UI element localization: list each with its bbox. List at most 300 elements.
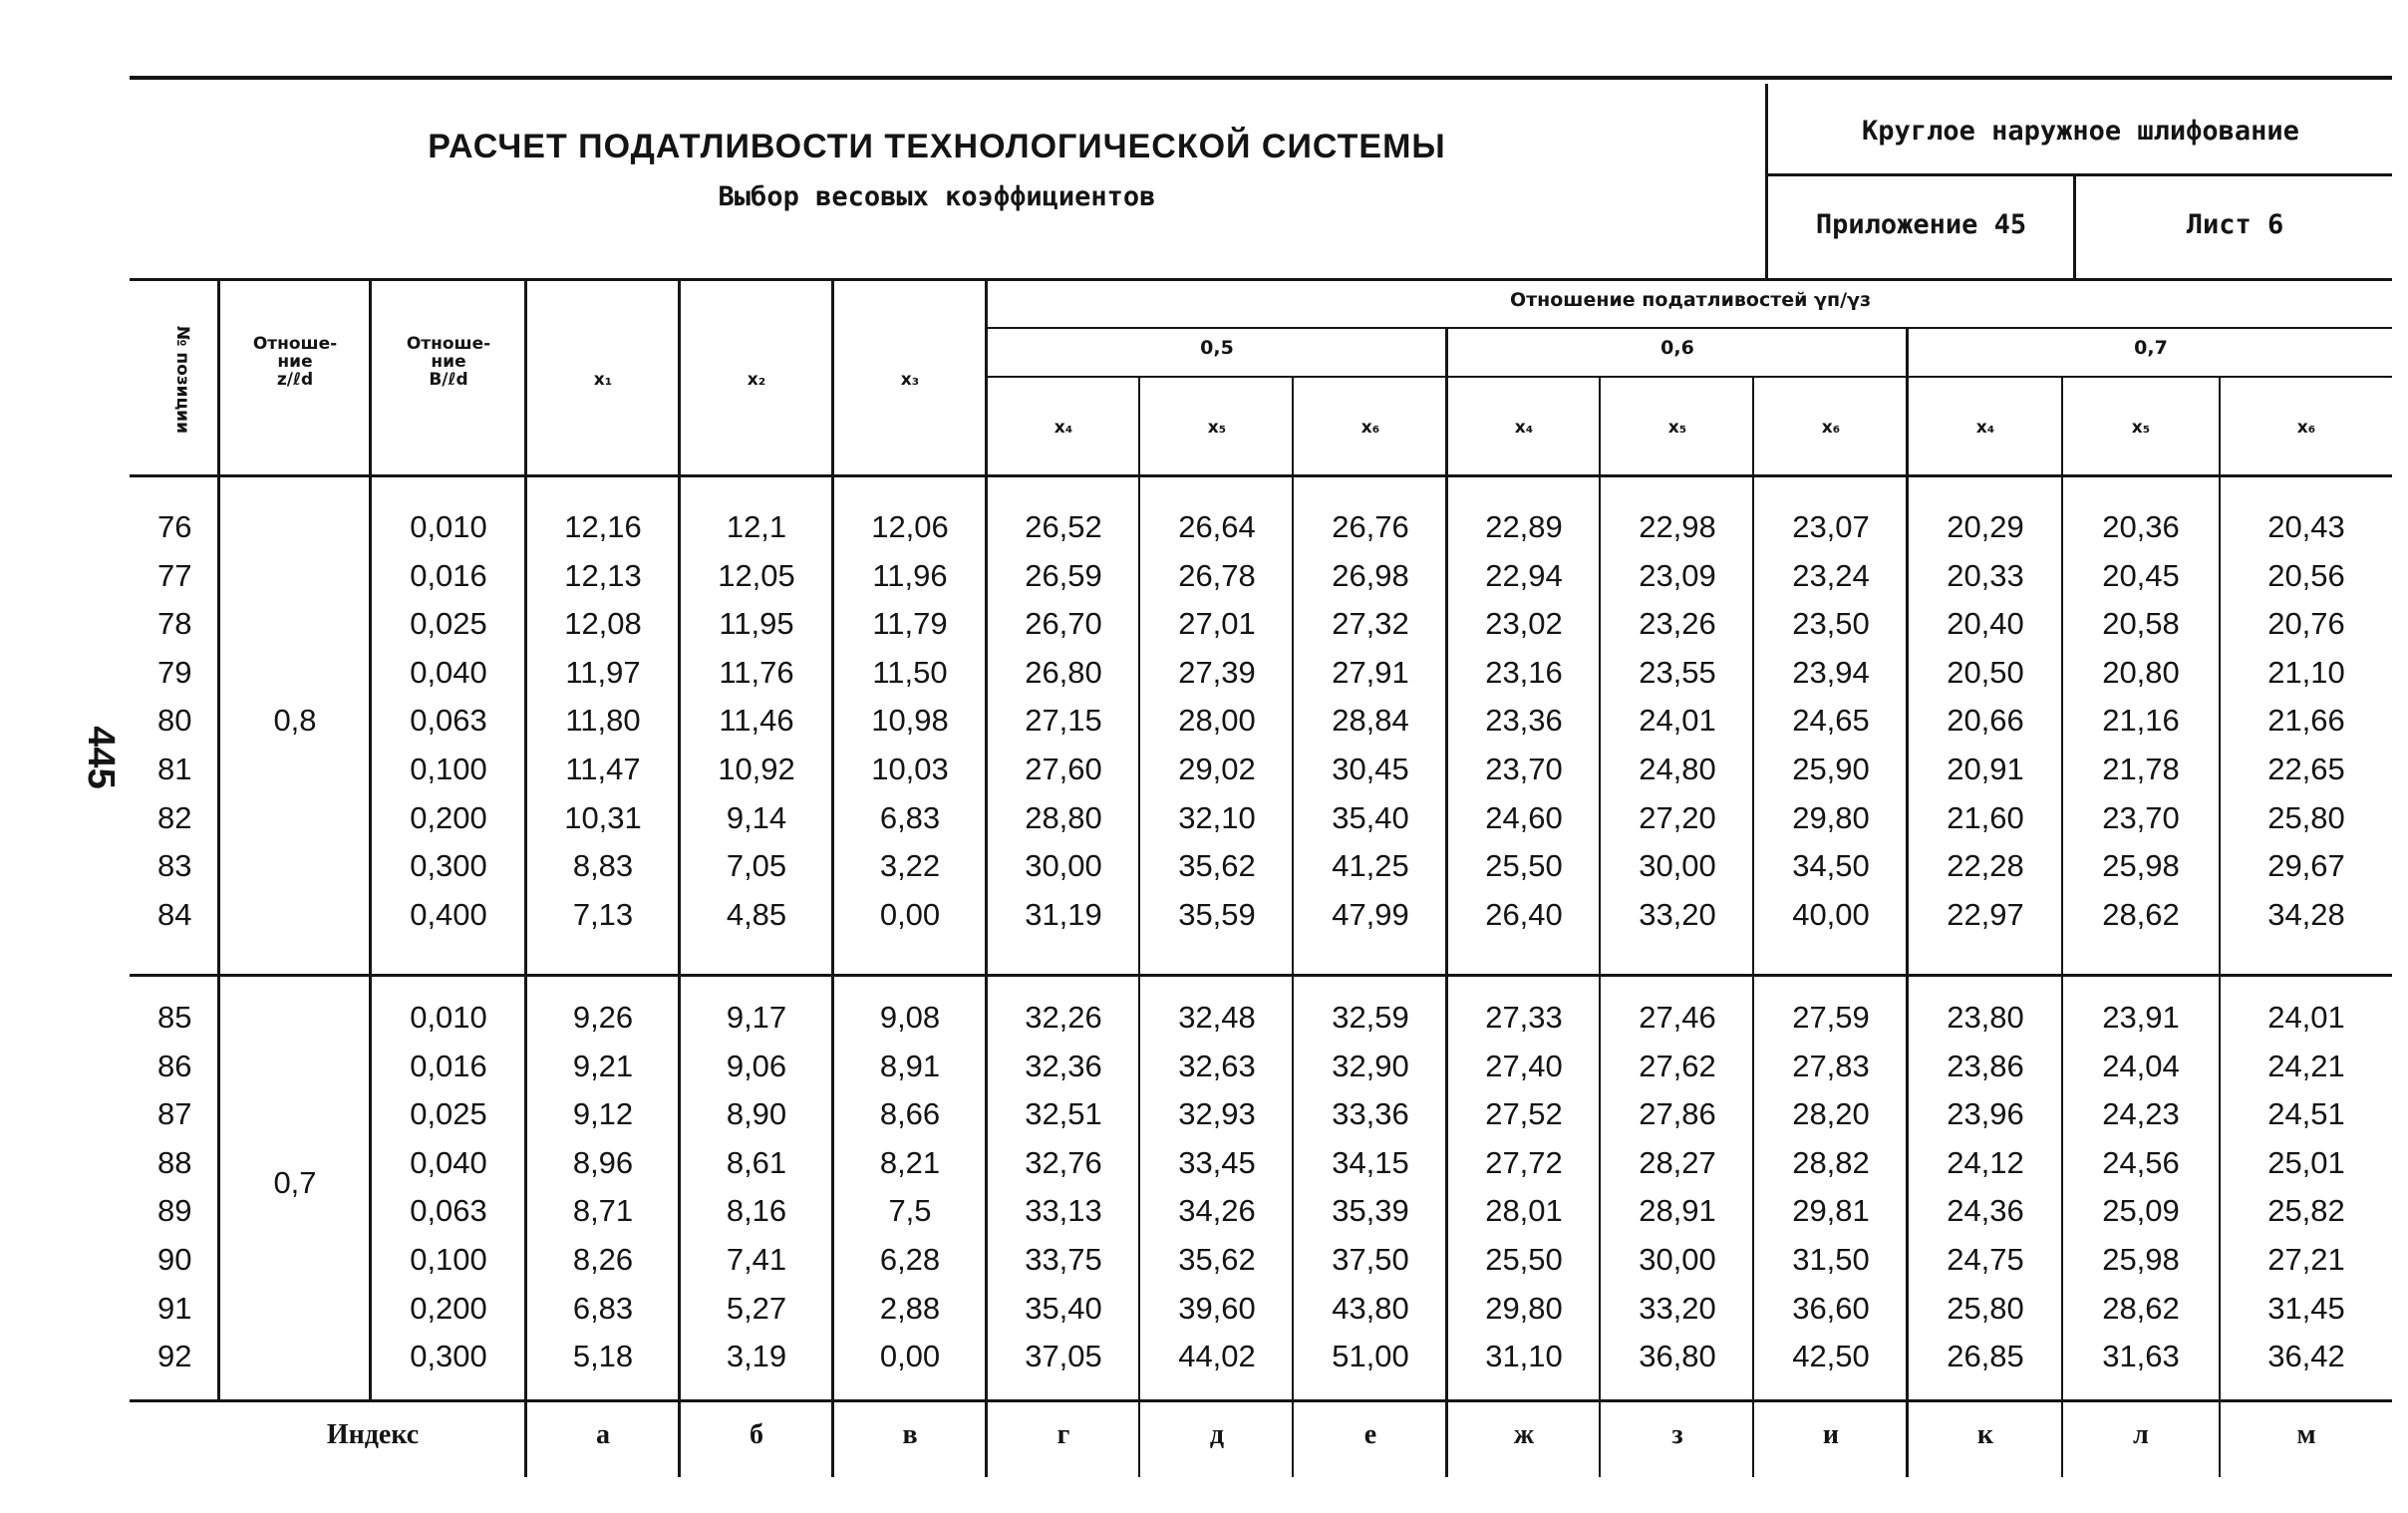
table-cell: 25,98 xyxy=(2102,1242,2180,1277)
position-number: 77 xyxy=(157,557,192,593)
table-cell: 36,42 xyxy=(2267,1339,2345,1374)
table-cell: 37,50 xyxy=(1332,1242,1409,1277)
block-divider-rule xyxy=(130,974,2392,977)
box-divider-2 xyxy=(2073,175,2076,278)
col-line-2 xyxy=(369,281,372,1399)
table-cell: 24,75 xyxy=(1947,1242,2024,1277)
table-cell: 8,61 xyxy=(726,1144,787,1180)
table-cell: 3,19 xyxy=(726,1339,787,1374)
header-group-3: 0,7 xyxy=(2134,337,2168,359)
table-cell: 31,45 xyxy=(2267,1290,2345,1326)
table-cell: 0,040 xyxy=(410,1144,487,1180)
table-cell: 24,65 xyxy=(1792,703,1870,739)
position-number: 89 xyxy=(157,1193,192,1229)
table-cell: 32,59 xyxy=(1332,1000,1409,1035)
table-cell: 25,01 xyxy=(2267,1144,2345,1180)
header-group-1: 0,5 xyxy=(1200,337,1234,359)
table-cell: 20,36 xyxy=(2102,509,2180,544)
table-cell: 31,63 xyxy=(2102,1339,2180,1374)
position-number: 80 xyxy=(157,703,192,739)
table-cell: 27,20 xyxy=(1639,799,1716,835)
table-cell: 32,63 xyxy=(1178,1048,1256,1083)
table-cell: 32,36 xyxy=(1025,1048,1102,1083)
table-cell: 7,5 xyxy=(888,1193,932,1229)
table-cell: 24,56 xyxy=(2102,1144,2180,1180)
table-cell: 27,52 xyxy=(1485,1096,1563,1132)
table-cell: 32,76 xyxy=(1025,1144,1102,1180)
table-cell: 10,31 xyxy=(564,799,642,835)
table-cell: 36,80 xyxy=(1639,1339,1716,1374)
table-cell: 24,80 xyxy=(1639,752,1716,786)
table-cell: 9,08 xyxy=(879,1000,941,1035)
table-cell: 0,040 xyxy=(410,654,487,690)
table-cell: 6,28 xyxy=(879,1242,941,1277)
table-cell: 27,83 xyxy=(1792,1048,1870,1083)
table-cell: 21,16 xyxy=(2102,703,2180,739)
table-cell: 12,16 xyxy=(564,509,642,544)
table-cell: 37,05 xyxy=(1025,1339,1102,1374)
table-cell: 51,00 xyxy=(1332,1339,1409,1374)
table-cell: 26,78 xyxy=(1178,557,1256,593)
header-subcol: x₅ xyxy=(2131,418,2151,438)
table-cell: 11,46 xyxy=(719,703,794,739)
col-line-6 xyxy=(985,281,988,1477)
table-cell: 12,08 xyxy=(564,606,642,642)
col-line-8 xyxy=(1292,377,1294,1477)
index-label: Индекс xyxy=(326,1419,420,1450)
table-cell: 23,36 xyxy=(1485,703,1563,739)
table-cell: 36,60 xyxy=(1792,1290,1870,1326)
table-cell: 23,07 xyxy=(1792,509,1870,544)
table-cell: 47,99 xyxy=(1332,896,1409,932)
table-cell: 23,94 xyxy=(1792,654,1870,690)
position-number: 85 xyxy=(157,1000,192,1035)
table-cell: 26,52 xyxy=(1025,509,1102,544)
table-cell: 28,27 xyxy=(1639,1144,1716,1180)
table-cell: 7,41 xyxy=(726,1242,787,1277)
header-group-title: Отношение податливостей γп/γз xyxy=(1509,289,1872,311)
table-cell: 30,45 xyxy=(1332,752,1409,786)
header-subcol: x₄ xyxy=(1975,418,1995,438)
position-number: 90 xyxy=(157,1242,192,1277)
index-top-rule xyxy=(130,1399,2392,1402)
table-cell: 25,82 xyxy=(2267,1193,2345,1229)
block1-ratio: 0,8 xyxy=(273,703,317,738)
group-title-rule xyxy=(985,327,2392,329)
table-cell: 25,80 xyxy=(1947,1290,2024,1326)
index-letter: д xyxy=(1209,1419,1225,1450)
table-cell: 32,93 xyxy=(1178,1096,1256,1132)
table-cell: 24,21 xyxy=(2267,1048,2345,1083)
position-number: 86 xyxy=(157,1048,192,1083)
table-cell: 27,59 xyxy=(1792,1000,1870,1035)
table-cell: 0,00 xyxy=(879,1339,941,1374)
table-cell: 27,86 xyxy=(1639,1096,1716,1132)
table-cell: 34,26 xyxy=(1178,1193,1256,1229)
table-cell: 8,21 xyxy=(879,1144,941,1180)
table-cell: 23,50 xyxy=(1792,606,1870,642)
page-subtitle: Выбор весовых коэффициентов xyxy=(718,181,1156,212)
table-cell: 28,01 xyxy=(1485,1193,1563,1229)
index-letter: к xyxy=(1976,1419,1994,1450)
col-line-3 xyxy=(524,281,527,1477)
table-cell: 23,09 xyxy=(1639,557,1716,593)
table-cell: 25,80 xyxy=(2267,799,2345,835)
position-number: 79 xyxy=(157,654,192,690)
table-cell: 29,80 xyxy=(1485,1290,1563,1326)
table-cell: 25,90 xyxy=(1792,752,1870,786)
table-cell: 20,66 xyxy=(1947,703,2024,739)
table-cell: 33,20 xyxy=(1639,896,1716,932)
table-cell: 27,60 xyxy=(1025,752,1102,786)
index-letter: з xyxy=(1671,1419,1683,1450)
table-cell: 10,03 xyxy=(871,752,949,786)
header-x1: x₁ xyxy=(593,370,613,390)
table-cell: 23,02 xyxy=(1485,606,1563,642)
table-cell: 23,16 xyxy=(1485,654,1563,690)
position-number: 91 xyxy=(157,1290,192,1326)
table-cell: 25,09 xyxy=(2102,1193,2180,1229)
table-cell: 30,00 xyxy=(1639,848,1716,884)
col-line-5 xyxy=(831,281,834,1477)
table-cell: 26,59 xyxy=(1025,557,1102,593)
position-number: 88 xyxy=(157,1144,192,1180)
header-bottom-rule xyxy=(130,474,2392,477)
header-subcol: x₆ xyxy=(2296,418,2316,438)
table-cell: 27,62 xyxy=(1639,1048,1716,1083)
table-cell: 6,83 xyxy=(879,799,941,835)
table-cell: 12,06 xyxy=(871,509,949,544)
table-cell: 28,00 xyxy=(1178,703,1256,739)
table-cell: 11,50 xyxy=(872,654,948,690)
table-cell: 26,85 xyxy=(1947,1339,2024,1374)
table-cell: 23,26 xyxy=(1639,606,1716,642)
table-cell: 10,92 xyxy=(718,752,795,786)
table-cell: 35,40 xyxy=(1332,799,1409,835)
table-cell: 0,025 xyxy=(410,1096,487,1132)
table-cell: 32,10 xyxy=(1178,799,1256,835)
table-cell: 12,05 xyxy=(718,557,795,593)
table-cell: 23,55 xyxy=(1639,654,1716,690)
table-cell: 29,02 xyxy=(1178,752,1256,786)
table-cell: 22,28 xyxy=(1947,848,2024,884)
table-cell: 9,17 xyxy=(726,1000,787,1035)
position-number: 92 xyxy=(157,1339,192,1374)
position-number: 76 xyxy=(157,509,192,544)
table-cell: 29,67 xyxy=(2267,848,2345,884)
table-cell: 11,76 xyxy=(719,654,794,690)
table-cell: 21,66 xyxy=(2267,703,2345,739)
table-cell: 24,36 xyxy=(1947,1193,2024,1229)
table-cell: 23,86 xyxy=(1947,1048,2024,1083)
table-cell: 0,063 xyxy=(410,703,487,739)
table-cell: 7,13 xyxy=(572,896,634,932)
table-cell: 11,80 xyxy=(565,703,641,739)
header-top-rule xyxy=(130,278,2392,281)
table-cell: 28,91 xyxy=(1639,1193,1716,1229)
table-cell: 26,70 xyxy=(1025,606,1102,642)
table-cell: 0,400 xyxy=(410,896,487,932)
table-cell: 42,50 xyxy=(1792,1339,1870,1374)
table-cell: 25,98 xyxy=(2102,848,2180,884)
header-subcol: x₄ xyxy=(1054,418,1073,438)
table-cell: 20,80 xyxy=(2102,654,2180,690)
table-cell: 27,21 xyxy=(2267,1242,2345,1277)
table-cell: 33,36 xyxy=(1332,1096,1409,1132)
header-subcol: x₄ xyxy=(1514,418,1534,438)
table-cell: 2,88 xyxy=(879,1290,941,1326)
table-cell: 0,063 xyxy=(410,1193,487,1229)
table-cell: 11,95 xyxy=(719,606,794,642)
table-cell: 25,50 xyxy=(1485,848,1563,884)
table-cell: 0,016 xyxy=(410,557,487,593)
table-cell: 32,26 xyxy=(1025,1000,1102,1035)
group-rule xyxy=(985,376,2392,378)
table-cell: 0,100 xyxy=(410,1242,487,1277)
block2-ratio: 0,7 xyxy=(273,1165,317,1200)
table-cell: 24,01 xyxy=(1639,703,1716,739)
table-cell: 0,010 xyxy=(410,1000,487,1035)
table-cell: 0,100 xyxy=(410,752,487,786)
index-letter: и xyxy=(1822,1419,1840,1450)
table-cell: 8,91 xyxy=(879,1048,941,1083)
table-cell: 39,60 xyxy=(1178,1290,1256,1326)
table-cell: 24,01 xyxy=(2267,1000,2345,1035)
table-cell: 33,13 xyxy=(1025,1193,1102,1229)
table-cell: 23,80 xyxy=(1947,1000,2024,1035)
table-cell: 20,91 xyxy=(1947,752,2024,786)
table-cell: 32,90 xyxy=(1332,1048,1409,1083)
col-line-1 xyxy=(217,281,220,1399)
table-cell: 34,15 xyxy=(1332,1144,1409,1180)
table-cell: 27,39 xyxy=(1178,654,1256,690)
table-cell: 21,10 xyxy=(2267,654,2345,690)
table-cell: 22,97 xyxy=(1947,896,2024,932)
table-cell: 27,33 xyxy=(1485,1000,1563,1035)
table-cell: 4,85 xyxy=(726,896,787,932)
page-title: РАСЧЕТ ПОДАТЛИВОСТИ ТЕХНОЛОГИЧЕСКОЙ СИСТЕМЫ xyxy=(428,128,1446,165)
table-cell: 31,10 xyxy=(1485,1339,1563,1374)
table-cell: 33,75 xyxy=(1025,1242,1102,1277)
table-cell: 27,32 xyxy=(1332,606,1409,642)
table-cell: 22,65 xyxy=(2267,752,2345,786)
table-cell: 5,18 xyxy=(572,1339,634,1374)
header-position: № позиции xyxy=(172,325,192,434)
table-cell: 26,76 xyxy=(1332,509,1409,544)
table-cell: 40,00 xyxy=(1792,896,1870,932)
position-number: 82 xyxy=(157,799,192,835)
table-cell: 33,20 xyxy=(1639,1290,1716,1326)
table-cell: 8,16 xyxy=(726,1193,787,1229)
table-cell: 22,94 xyxy=(1485,557,1563,593)
table-cell: 23,96 xyxy=(1947,1096,2024,1132)
table-cell: 26,80 xyxy=(1025,654,1102,690)
table-cell: 0,025 xyxy=(410,606,487,642)
header-subcol: x₅ xyxy=(1207,418,1227,438)
table-cell: 12,1 xyxy=(726,509,787,544)
table-cell: 11,47 xyxy=(565,752,641,786)
header-ratio-z: Отноше- ние z/ℓd xyxy=(252,334,338,390)
table-cell: 11,79 xyxy=(872,606,948,642)
table-cell: 24,12 xyxy=(1947,1144,2024,1180)
col-line-9 xyxy=(1445,329,1448,1477)
position-number: 84 xyxy=(157,896,192,932)
page-number: 445 xyxy=(80,726,122,789)
index-letter: ж xyxy=(1513,1419,1535,1450)
position-number: 87 xyxy=(157,1096,192,1132)
table-cell: 27,46 xyxy=(1639,1000,1716,1035)
index-letter: б xyxy=(750,1419,763,1450)
position-number: 81 xyxy=(157,752,192,786)
table-cell: 24,23 xyxy=(2102,1096,2180,1132)
table-cell: 26,64 xyxy=(1178,509,1256,544)
table-cell: 0,300 xyxy=(410,1339,487,1374)
table-cell: 24,60 xyxy=(1485,799,1563,835)
table-cell: 12,13 xyxy=(564,557,642,593)
table-cell: 41,25 xyxy=(1332,848,1409,884)
table-cell: 0,300 xyxy=(410,848,487,884)
table-cell: 22,89 xyxy=(1485,509,1563,544)
header-group-2: 0,6 xyxy=(1660,337,1694,359)
table-cell: 34,28 xyxy=(2267,896,2345,932)
top-rule xyxy=(130,76,2392,80)
table-cell: 23,70 xyxy=(1485,752,1563,786)
table-cell: 28,80 xyxy=(1025,799,1102,835)
table-cell: 43,80 xyxy=(1332,1290,1409,1326)
table-cell: 35,62 xyxy=(1178,1242,1256,1277)
table-cell: 35,62 xyxy=(1178,848,1256,884)
table-cell: 8,96 xyxy=(572,1144,634,1180)
header-subcol: x₅ xyxy=(1667,418,1687,438)
position-number: 78 xyxy=(157,606,192,642)
table-cell: 11,96 xyxy=(872,557,948,593)
table-cell: 31,19 xyxy=(1025,896,1102,932)
table-cell: 27,15 xyxy=(1025,703,1102,739)
header-subcol: x₆ xyxy=(1821,418,1841,438)
table-cell: 29,81 xyxy=(1792,1193,1870,1229)
table-cell: 23,24 xyxy=(1792,557,1870,593)
table-cell: 30,00 xyxy=(1025,848,1102,884)
col-line-12 xyxy=(1906,329,1909,1477)
col-line-7 xyxy=(1138,377,1140,1477)
table-cell: 20,50 xyxy=(1947,654,2024,690)
table-cell: 9,21 xyxy=(572,1048,634,1083)
table-cell: 24,04 xyxy=(2102,1048,2180,1083)
table-cell: 0,200 xyxy=(410,799,487,835)
table-cell: 0,200 xyxy=(410,1290,487,1326)
table-cell: 9,12 xyxy=(572,1096,634,1132)
table-cell: 27,40 xyxy=(1485,1048,1563,1083)
table-cell: 20,56 xyxy=(2267,557,2345,593)
col-line-10 xyxy=(1599,377,1601,1477)
table-cell: 9,06 xyxy=(726,1048,787,1083)
index-letter: в xyxy=(902,1419,918,1450)
table-cell: 0,00 xyxy=(879,896,941,932)
table-cell: 25,50 xyxy=(1485,1242,1563,1277)
col-line-11 xyxy=(1752,377,1754,1477)
table-cell: 20,29 xyxy=(1947,509,2024,544)
table-cell: 24,51 xyxy=(2267,1096,2345,1132)
table-cell: 8,71 xyxy=(572,1193,634,1229)
table-cell: 9,14 xyxy=(726,799,787,835)
index-letter: а xyxy=(596,1419,610,1450)
table-cell: 10,98 xyxy=(871,703,949,739)
table-cell: 3,22 xyxy=(879,848,941,884)
table-cell: 35,59 xyxy=(1178,896,1256,932)
table-cell: 28,20 xyxy=(1792,1096,1870,1132)
table-cell: 11,97 xyxy=(565,654,641,690)
table-cell: 0,010 xyxy=(410,509,487,544)
header-x2: x₂ xyxy=(747,370,766,390)
table-cell: 9,26 xyxy=(572,1000,634,1035)
table-cell: 6,83 xyxy=(572,1290,634,1326)
table-cell: 8,83 xyxy=(572,848,634,884)
table-cell: 32,48 xyxy=(1178,1000,1256,1035)
table-cell: 33,45 xyxy=(1178,1144,1256,1180)
header-subcol: x₆ xyxy=(1360,418,1380,438)
table-cell: 21,60 xyxy=(1947,799,2024,835)
index-letter: г xyxy=(1056,1419,1070,1450)
table-cell: 20,58 xyxy=(2102,606,2180,642)
box-rule xyxy=(1765,173,2392,176)
table-cell: 20,43 xyxy=(2267,509,2345,544)
table-cell: 5,27 xyxy=(726,1290,787,1326)
table-cell: 26,40 xyxy=(1485,896,1563,932)
table-cell: 7,05 xyxy=(726,848,787,884)
table-cell: 28,62 xyxy=(2102,1290,2180,1326)
appendix-label: Приложение 45 xyxy=(1815,209,2027,240)
table-cell: 26,98 xyxy=(1332,557,1409,593)
table-cell: 0,016 xyxy=(410,1048,487,1083)
table-cell: 35,40 xyxy=(1025,1290,1102,1326)
sheet-label: Лист 6 xyxy=(2186,209,2284,240)
table-cell: 30,00 xyxy=(1639,1242,1716,1277)
table-cell: 35,39 xyxy=(1332,1193,1409,1229)
header-ratio-b: Отноше- ние B/ℓd xyxy=(406,334,491,390)
table-cell: 28,82 xyxy=(1792,1144,1870,1180)
category-label: Круглое наружное шлифование xyxy=(1862,116,2299,147)
header-x3: x₃ xyxy=(900,370,920,390)
table-cell: 34,50 xyxy=(1792,848,1870,884)
table-cell: 23,70 xyxy=(2102,799,2180,835)
position-number: 83 xyxy=(157,848,192,884)
table-cell: 20,33 xyxy=(1947,557,2024,593)
table-cell: 8,26 xyxy=(572,1242,634,1277)
table-cell: 23,91 xyxy=(2102,1000,2180,1035)
table-cell: 28,62 xyxy=(2102,896,2180,932)
table-cell: 27,91 xyxy=(1332,654,1409,690)
index-letter: м xyxy=(2296,1419,2316,1450)
table-cell: 32,51 xyxy=(1025,1096,1102,1132)
table-cell: 21,78 xyxy=(2102,752,2180,786)
table-cell: 31,50 xyxy=(1792,1242,1870,1277)
table-cell: 22,98 xyxy=(1639,509,1716,544)
col-line-4 xyxy=(678,281,681,1477)
table-cell: 29,80 xyxy=(1792,799,1870,835)
table-cell: 44,02 xyxy=(1178,1339,1256,1374)
table-cell: 8,66 xyxy=(879,1096,941,1132)
index-letter: е xyxy=(1363,1419,1377,1450)
table-cell: 20,45 xyxy=(2102,557,2180,593)
table-cell: 27,72 xyxy=(1485,1144,1563,1180)
table-cell: 20,40 xyxy=(1947,606,2024,642)
box-divider xyxy=(1765,84,1768,278)
table-cell: 20,76 xyxy=(2267,606,2345,642)
table-cell: 28,84 xyxy=(1332,703,1409,739)
table-cell: 8,90 xyxy=(726,1096,787,1132)
table-cell: 27,01 xyxy=(1178,606,1256,642)
index-letter: л xyxy=(2133,1419,2149,1450)
